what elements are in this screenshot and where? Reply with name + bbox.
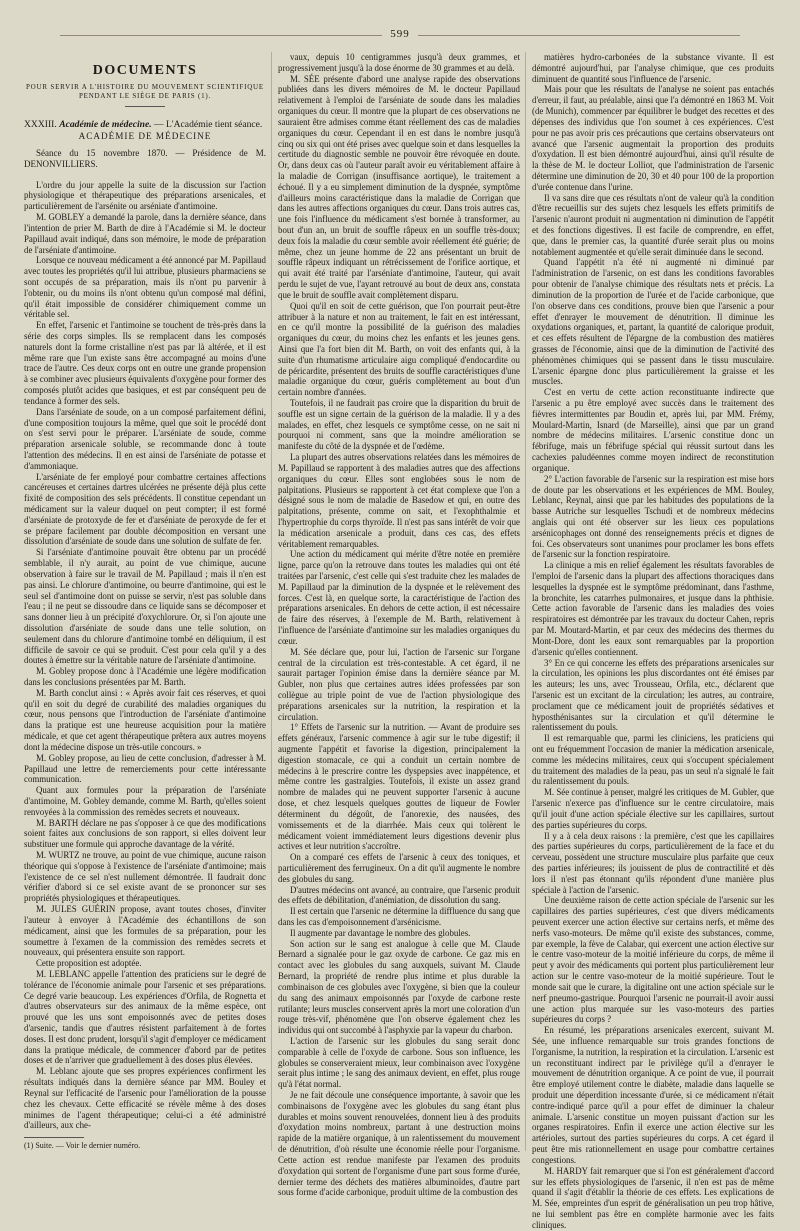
paragraph: vaux, depuis 10 centigrammes jusqu'à deux grammes, et progressivement jusqu'à la dose énorme de 30 grammes et au delà. [278, 52, 520, 73]
paragraph: Je ne fait découle une conséquence importante, à savoir que les combinaisons de l'oxygène avec les globules du sang étant plus durables et moins souvent renouvelées, donnent lieu à des produits d'oxydation moins nombreux, partant à une destruction moins rapide de la matière organique, à un ralentissement du mouvement de dénutrition, d'où résulte une économie réelle pour l'organisme. Cette action est rendue manifeste par l'examen des produits d'oxydation qui sortent de l'organisme d'une part sous forme d'urée, dernier terme des déchets des matières albuminoïdes, d'autre part sous forme d'acide carbonique, produit ultime de la combustion des [278, 1090, 520, 1198]
paragraph: matières hydro-carbonées de la substance vivante. Il est démontré aujourd'hui, par l'analyse chimique, que ces produits diminuent de quantité sous l'influence de l'arsenic. [532, 52, 774, 84]
column-divider [271, 52, 272, 1151]
paragraph: M. BARTH déclare ne pas s'opposer à ce que des modifications soient faites aux conclusions de son rapport, si elles doivent leur substituer une formule qui approche davantage de la vérité. [24, 817, 266, 850]
paragraph: La clinique a mis en relief également les résultats favorables de l'emploi de l'arsenic dans la plupart des affections thoraciques dans lesquelles la dyspnée est le symptôme prédominant, dans l'asthme, la bronchite, les catarrhes pulmonaires, et jusque dans la phthisie. Cette action favorable de l'arsenic dans les maladies des voies respiratoires est démontrée par les travaux du docteur Cahen, repris par M. Moutard-Martin, et par ceux des médecins des thermes du Mont-Dore, dont les eaux sont remarquables par la proportion d'arsenic qu'elles contiennent. [532, 560, 774, 657]
paragraph: En effet, l'arsenic et l'antimoine se touchent de très-près dans la série des corps simples. Ils se remplacent dans les composés naturels dont la forme cristalline n'est pas par là altérée, et il est même rare que l'un existe sans être accompagné au moins d'une trace de l'autre. Ces deux corps ont en outre une grande propension à se combiner avec plusieurs équivalents d'oxygène pour former des composés plutôt acides que basiques, et est par conséquent peu de tendance à former des sels. [24, 320, 266, 406]
paragraph: M. Gobley propose donc à l'Académie une légère modification dans les conclusions présentées par M. Barth. [24, 666, 266, 688]
paragraph: M. Barth conclut ainsi : « Après avoir fait ces réserves, et quoi qu'il en soit du degré de curabilité des maladies organiques du cœur, nous pensons que l'introduction de l'arséniate d'antimoine dans la pratique est une heureuse acquisition pour la matière médicale, et que cet agent thérapeutique prêtera aux autres moyens dont la médecine dispose un très-utile concours. » [24, 687, 266, 752]
paragraph: M. SÉE présente d'abord une analyse rapide des observations publiées dans les divers mémoires de M. le docteur Papillaud relativement à l'emploi de l'arséniate de soude dans les maladies organiques du cœur. Il montre que la plupart de ces observations ne sauraient être admises comme étant réellement des cas de maladies organiques du cœur. Cependant il en est dans le nombre jusqu'à cinq ou six qui ont été prises avec quelque soin et dans lesquelles la certitude du diagnostic semble ne pouvoir être révoquée en doute. Or, dans deux cas où l'auteur paraît avoir eu véritablement affaire à la maladie de Corrigan (insuffisance aortique), le traitement a échoué. Il y a eu simplement diminution de la dyspnée, symptôme d'ailleurs moins caractéristique dans la maladie de Corrigan que dans les autres affections organiques du cœur. Dans trois autres cas, une fois l'influence du médicament s'est bornée à transformer, au bout d'un an, un bruit de souffle râpeux en un souffle très-doux; deux fois la maladie du cœur semble avoir réellement été guérie; de même, chez un jeune homme de 22 ans présentant un bruit de souffle râpeux indiquant un rétrécissement de l'orifice aortique, et qui avait été traité par l'arséniate d'antimoine, l'auteur, qui avait perdu le sujet de vue, l'ayant retrouvé au bout de deux ans, constata que le bruit de souffle avait complètement disparu. [278, 73, 520, 300]
paragraph: Quoi qu'il en soit de cette guérison, que l'on pourrait peut-être attribuer à la nature et non au traitement, le fait en est intéressant, en ce qu'il montre la possibilité de la guérison des maladies organiques du cœur, du moins chez les enfants et les jeunes gens. Ainsi que l'a fort bien dit M. Barth, on voit des enfants qui, à la suite d'un rhumatisme articulaire aigu compliqué d'endocardite ou de péricardite, présentent des bruits de souffle caractéristiques d'une maladie organique du cœur, guéris complètement au bout d'un certain nombre d'années. [278, 300, 520, 398]
paragraph: M. HARDY fait remarquer que si l'on est généralement d'accord sur les effets physiologiques de l'arsenic, il n'en est pas de même quand il s'agit d'établir la théorie de ces effets. Les explications de M. Sée, empreintes d'un esprit de généralisation un peu trop hâtive, ne lui semblent pas être en complète harmonie avec les faits cliniques. [532, 1165, 774, 1230]
paragraph: M. LEBLANC appelle l'attention des praticiens sur le degré de tolérance de l'économie animale pour l'arsenic et ses préparations. Ce degré varie beaucoup. Les expériences d'Orfila, de Rognetta et d'autres observateurs sur des animaux de la même espèce, ont prouvé que les uns sont empoisonnés avec de petites doses d'arsenic, tandis que d'autres résistent parfaitement à de fortes doses. Il est donc prudent, lorsqu'il s'agit d'employer ce médicament dans la pratique médicale, de commencer d'abord par de petites doses et de n'arriver que graduellement à des doses plus élevées. [24, 968, 266, 1066]
paragraph: 3° En ce qui concerne les effets des préparations arsenicales sur la circulation, les opinions les plus discordantes ont été émises par les auteurs; les uns, avec Trousseau, Orfila, etc., déclarent que l'arsenic est un excitant de la circulation; les autres, au contraire, proclament que ce médicament jouit de propriétés sédatives et hyposthénisantes sur la circulation et qu'il détermine le ralentissement du pouls. [532, 657, 774, 733]
paragraph: Si l'arséniate d'antimoine pouvait être obtenu par un procédé semblable, il n'y aurait, au point de vue chimique, aucune observation à faire sur le travail de M. Papillaud ; mais il n'en est pas ainsi. Le chlorure d'antimoine, ou beurre d'antimoine, qui est le seul sel d'antimoine dont on puisse se servir, n'est pas soluble dans l'eau ; il ne peut se dissoudre dans ce liquide sans se décomposer et sans donner lieu à un précipité d'oxychlorure. Or, si l'on ajoute une dissolution d'arséniate de soude dans une telle solution, on seulement dans du chlorure d'antimoine tombé en déliquium, il est difficile de savoir ce qui se produit. C'est pour cela qu'il y a des doutes à émettre sur la véritable nature de l'arséniate d'antimoine. [24, 547, 266, 666]
paragraph: M. WURTZ ne trouve, au point de vue chimique, aucune raison théorique qui s'oppose à l'existence de l'arséniate d'antimoine; mais l'existence de ce sel n'est nullement démontrée. Il faudrait donc vérifier d'abord si ce sel existe avant de se prononcer sur ses propriétés physiologiques et thérapeutiques. [24, 850, 266, 904]
paragraph: En résumé, les préparations arsenicales exercent, suivant M. Sée, une influence remarquable sur trois grandes fonctions de l'organisme, la nutrition, la respiration et la circulation. L'arsenic est un reconstituant indirect par le privilège qu'il a d'enrayer le mouvement de dénutrition organique. A ce point de vue, il pourrait être employé utilement contre le diabète, maladie dans laquelle se produit une déperdition incessante d'urée, si ce médicament n'était contre-indiqué parce qu'il a pour effet de diminuer la chaleur animale. L'arsenic constitue un moyen puissant d'action sur les organes respiratoires. Enfin il exerce une action élective sur les artérioles, surtout des parties supérieures du corps. A cet égard il peut être mis rationnellement en usage pour combattre certaines congestions. [532, 1025, 774, 1165]
paragraph: Il va sans dire que ces résultats n'ont de valeur qu'à la condition d'être recueillis sur des sujets chez lesquels les effets primitifs de l'arsenic n'auront produit ni augmentation ni diminution de l'appétit et des fonctions digestives. Il est facile de comprendre, en effet, que, dans le premier cas, la quantité d'urée serait plus ou moins notablement augmentée et qu'elle serait diminuée dans le second. [532, 192, 774, 257]
column-3 [532, 52, 774, 1230]
paragraph: 2° L'action favorable de l'arsenic sur la respiration est mise hors de doute par les observations et les expériences de MM. Bouley, Leblanc, Reynal, ainsi que par les habitudes des populations de la basse Autriche sur lesquelles Tschudi et de nombreux médecins anglais qui ont été observer sur les lieux ces populations arsénicophages ont donné des renseignements précis et dignes de foi. Ces observateurs sont unanimes pour proclamer les bons effets de l'arsenic sur la fonction respiratoire. [532, 473, 774, 560]
paragraph: Une deuxième raison de cette action spéciale de l'arsenic sur les capillaires des parties supérieures, c'est que divers médicaments peuvent exercer une action élective sur certains nerfs, et même des nerfs vaso-moteurs. De même qu'il existe des substances, comme, par exemple, la fève de Calabar, qui exercent une action élective sur le centre vaso-moteur de la moitié inférieure du corps, de même il peut y avoir des médicaments qui portent plus particulièrement leur action sur le centre vaso-moteur de la moitié supérieure. Tout le monde sait que le curare, la digitaline ont une action spéciale sur le nerf pneumo-gastrique. Pourquoi l'arsenic ne pourrait-il avoir aussi une action plus marquée sur les vaso-moteurs des parties supérieures du corps ? [532, 895, 774, 1025]
paragraph: Mais pour que les résultats de l'analyse ne soient pas entachés d'erreur, il faut, au préalable, ainsi que l'a démontré en 1863 M. Voit (de Munich), commencer par équilibrer le budget des recettes et des dépenses des individus que l'on soumet à ces expériences. C'est pour ne pas avoir pris ces précautions que certains observateurs ont avancé que l'arsenic augmentait la proportion des produits d'oxydation. Il est bien démontré aujourd'hui, ainsi qu'il résulte de la thèse de M. le docteur Lolliot, que l'administration de l'arsenic détermine une diminution de 20, 30 et 40 pour 100 de la proportion d'urée contenue dans l'urine. [532, 84, 774, 192]
paragraph: M. JULES GUÉRIN propose, avant toutes choses, d'inviter l'auteur à envoyer à l'Académie des échantillons de son médicament, ainsi que les formules de sa préparation, pour les soumettre à l'examen de la commission des remèdes secrets et nouveaux, qui présentera ensuite son rapport. [24, 904, 266, 958]
paragraph: D'autres médecins ont avancé, au contraire, que l'arsenic produit des effets de débilitation, d'anémiation, de dissolution du sang. [278, 884, 520, 906]
paragraph: M. Leblanc ajoute que ses propres expériences confirment les résultats indiqués dans la dernière séance par MM. Bouley et Reynal sur l'efficacité de l'arsenic pour l'amélioration de la pousse chez les chevaux. Cette efficacité se révèle même à des doses minimes de l'agent thérapeutique; celui-ci a été administré d'ailleurs, aux che- [24, 1066, 266, 1131]
section-subtitle: POUR SERVIR A L'HISTOIRE DU MOUVEMENT SCIENTIFIQUE [25, 83, 264, 91]
column-1 [24, 52, 266, 1159]
paragraph: C'est en vertu de cette action reconstituante indirecte que l'arsenic a pu être employé avec succès dans le traitement des fièvres intermittentes par Boudin et, après lui, par MM. Frémy, Moulard-Martin, Isnard (de Marseille), ainsi que par un grand nombre de médecins militaires. L'arsenic constitue donc un fébrifuge, mais un fébrifuge spécial qui réussit surtout dans les cachexies paludéennes comme moyen indirect de reconstitution organique. [532, 387, 774, 473]
column-1-body [24, 180, 266, 1132]
column-2 [278, 52, 520, 1198]
paragraph: Il y a à cela deux raisons : la première, c'est que les capillaires des parties supérieures du corps, particulièrement de la face et du cerveau, possèdent une structure musculaire plus parfaite que ceux des parties inférieures; ils jouissent de plus de contractilité et dès lors il n'est pas étonnant qu'ils répondent d'une manière plus spéciale à l'action de l'arsenic. [532, 830, 774, 895]
paragraph: L'action de l'arsenic sur les globules du sang serait donc comparable à celle de l'oxyde de carbone. Sous son influence, les globules se conserveraient mieux, leur combinaison avec l'oxygène serait plus intime ; le sang des animaux devient, en effet, plus rouge qu'à l'état normal. [278, 1035, 520, 1090]
column-3-body [532, 52, 774, 1231]
paragraph: Quant aux formules pour la préparation de l'arséniate d'antimoine, M. Gobley demande, comme M. Barth, qu'elles soient renvoyées à la commission des remèdes secrets et nouveaux. [24, 785, 266, 817]
paragraph: L'arséniate de fer employé pour combattre certaines affections cancéreuses et certaines dartres ulcérées ne présente déjà plus cette fixité de composition des sels précédents. Il constitue cependant un médicament sur la valeur duquel on peut compter; il est formé d'arséniate de protoxyde de fer et d'arséniate de peroxyde de fer et se prépare facilement par double décomposition en versant une dissolution d'arséniate de soude dans une solution de sulfate de fer. [24, 471, 266, 547]
footnote-rule [24, 1137, 84, 1138]
academy-heading: ACADÉMIE DE MÉDECINE [78, 130, 212, 141]
page-number: 599 [0, 28, 800, 40]
seance-line: Séance du 15 novembre 1870. — Présidence de M. DENONVILLIERS. [24, 147, 266, 169]
paragraph: Dans l'arséniate de soude, on a un composé parfaitement défini, d'une composition toujours la même, quel que soit le procédé dont on s'est servi pour le préparer. L'arséniate de soude, comme préparation arsenicale soluble, se recommande donc à toute l'attention des médecins. Il en est ainsi de l'arséniate de potasse et d'ammoniaque. [24, 406, 266, 471]
paragraph: La plupart des autres observations relatées dans les mémoires de M. Papillaud se rapportent à des maladies autres que des affections organiques du cœur. Elles sont englobées sous le nom de palpitations. Plusieurs se rapportent à cet état complexe que l'on a désigné sous le nom de maladie de Basedow et qui, en outre des palpitations, présente, comme on sait, et l'exophthalmie et l'hypertrophie du corps thyroïde. Il n'est pas sans intérêt de voir que la médication arsenicale a produit, dans ces cas, des effets véritablement remarquables. [278, 452, 520, 549]
paragraph: M. Gobley propose, au lieu de cette conclusion, d'adresser à M. Papillaud une lettre de remerciements pour cette intéressante communication. [24, 752, 266, 785]
section-subtitle: PENDANT LE SIÈGE DE PARIS (1). [78, 91, 212, 100]
paragraph: M. Sée déclare que, pour lui, l'action de l'arsenic sur l'organe central de la circulation est très-contestable. A cet égard, il ne saurait partager l'opinion émise dans la dernière séance par M. Gubler, non plus que certaines autres idées professées par son collègue au triple point de vue de l'action physiologique des préparations arsenicales sur la nutrition, la respiration et la circulation. [278, 646, 520, 722]
paragraph: Quand l'appétit n'a été ni augmenté ni diminué par l'administration de l'arsenic, on est dans les conditions favorables pour obtenir de l'analyse chimique des résultats nets et précis. La diminution de la proportion de l'urée et de l'acide carbonique, que l'on observe dans ces conditions, prouve bien que l'arsenic a pour effet d'enrayer le mouvement de dénutrition. Il diminue les oxydations organiques, et, partant, la quantité de calorique produit, et ces effets résultent de l'épargne de la combustion des matières grasses de l'économie, ainsi que de la diminution de l'activité des phénomènes chimiques qui se passent dans le tissu musculaire. L'arsenic épargne donc plus particulièrement la graisse et les muscles. [532, 257, 774, 387]
paragraph: Lorsque ce nouveau médicament a été annoncé par M. Papillaud avec toutes les propriétés qu'il lui attribue, plusieurs pharmaciens se sont occupés de sa préparation, mais ils n'ont pu parvenir à l'obtenir, ou du moins ils n'ont obtenu qu'un composé mal défini, qu'il était impossible de considérer chimiquement comme un véritable sel. [24, 255, 266, 320]
separator [125, 106, 165, 107]
paragraph: M. Sée continue à penser, malgré les critiques de M. Gubler, que l'arsenic n'exerce pas d'influence sur le centre circulatoire, mais qu'il jouit d'une action spéciale élective sur les capillaires, surtout des parties supérieures du corps. [532, 787, 774, 830]
paragraph: Il est remarquable que, parmi les cliniciens, les praticiens qui ont eu fréquemment l'occasion de manier la médication arsenicale, comme les médecins militaires, ceux qui s'occupent spécialement du traitement des maladies de la peau, pas un seul n'a signalé le fait du ralentissement du pouls. [532, 733, 774, 787]
paragraph: Il augmente par davantage le nombre des globules. [290, 927, 471, 938]
paragraph: Une action du médicament qui mérite d'être notée en première ligne, parce qu'on la retrouve dans toutes les maladies qui ont été traitées par l'arsenic, c'est celle qui s'est traduite chez les malades de M. Papillaud par la diminution de la dyspnée et le relèvement des forces. C'est là, en quelque sorte, la caractéristique de l'action des préparations arsenicales. En dehors de cette action, il est nécessaire de faire des réserves, à l'exemple de M. Barth, relativement à l'influence de l'arséniate d'antimoine sur les maladies organiques du cœur. [278, 549, 520, 646]
paragraph: M. GOBLEY a demandé la parole, dans la dernière séance, dans l'intention de prier M. Barth de dire à l'Académie si M. le docteur Papillaud avait indiqué, dans son mémoire, le mode de préparation de l'arséniate d'antimoine. [24, 212, 266, 255]
paragraph: L'ordre du jour appelle la suite de la discussion sur l'action physiologique et thérapeutique des préparations arsenicales, et particulièrement de l'arsénite ou arséniate d'antimoine. [24, 179, 266, 212]
paragraph: Cette proposition est adoptée. [36, 958, 142, 969]
column-divider [525, 52, 526, 1151]
section-title: DOCUMENTS [92, 63, 198, 78]
footnote: (1) Suite. — Voir le dernier numéro. [24, 1141, 141, 1151]
column-2-body [278, 52, 520, 1198]
paragraph: On a comparé ces effets de l'arsenic à ceux des toniques, et particulièrement des ferrugineux. On a dit qu'il augmente le nombre des globules du sang. [278, 852, 520, 884]
article-heading: XXXIII. Académie de médecine. — L'Académie tient séance. [24, 119, 263, 130]
paragraph: Son action sur le sang est analogue à celle que M. Claude Bernard a signalée pour le gaz oxyde de carbone. Ce gaz mis en contact avec les globules du sang auxquels, suivant M. Claude Bernard, la propriété de rendre plus intime et plus durable la combinaison de ces globules avec l'oxygène, si bien que la couleur du sang des animaux empoisonnés par l'oxyde de carbone reste rutilante; leurs muscles conservent après la mort une coloration d'un rouge très-vif, phénomène que l'on observe également chez les individus qui ont succombé à l'asphyxie par la vapeur du charbon. [278, 938, 520, 1036]
paragraph: Il est certain que l'arsenic ne détermine la diffluence du sang que dans les cas d'empoisonnement d'arsénicisme. [278, 906, 520, 927]
paragraph: 1° Effets de l'arsenic sur la nutrition. — Avant de produire ses effets généraux, l'arsenic commence à agir sur le tube digestif; il augmente l'appétit et favorise la digestion, principalement la digestion stomacale, ce qui a conduit un certain nombre de médecins à le prescrire contre les dyspepsies avec inappétence, et même contre les gastralgies. Toutefois, il existe un assez grand nombre de malades qui ne peuvent supporter l'arsenic à aucune dose, et chez lesquels quelques gouttes de liqueur de Fowler déterminent du dégoût, de l'anorexie, des nausées, des vomissements et de la diarrhée. Mais ceux qui tolèrent le médicament voient immédiatement leurs digestions devenir plus actives et leur nutrition s'accroître. [278, 722, 520, 852]
paragraph: Toutefois, il ne faudrait pas croire que la disparition du bruit de souffle est un signe certain de la guérison de la maladie. Il y a des malades, en effet, chez lesquels ce symptôme cesse, on ne sait ni pourquoi ni comment, sans que la moindre amélioration se manifeste du côté de la dyspnée et de l'œdème. [278, 398, 520, 452]
